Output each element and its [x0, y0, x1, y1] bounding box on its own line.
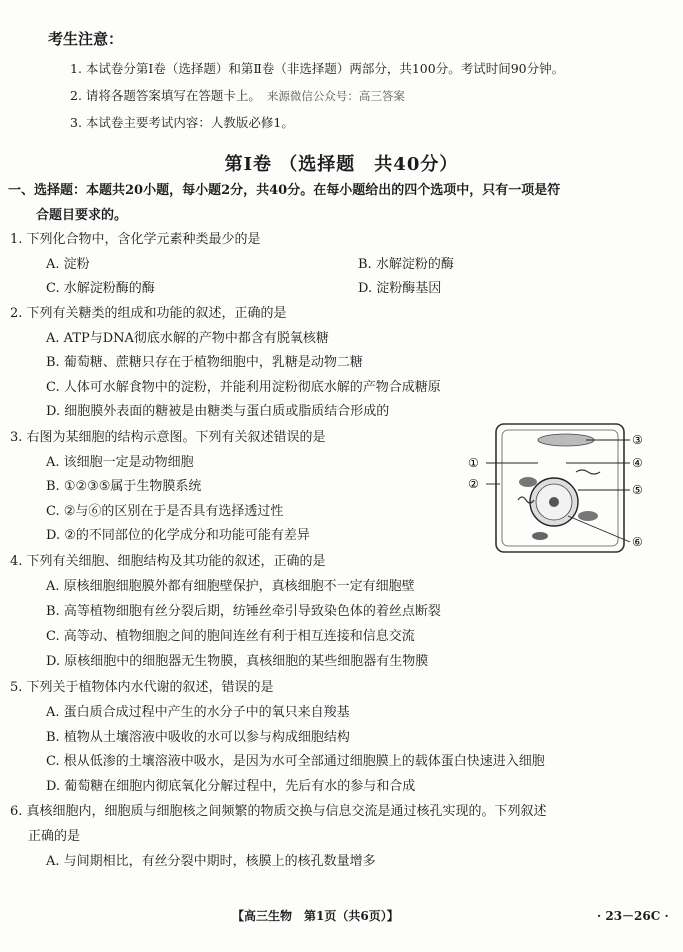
question-1-option-d: D. 淀粉酶基因 [358, 281, 442, 296]
question-1-option-c: C. 水解淀粉酶的酶 [46, 281, 155, 296]
diagram-label-2: ② [468, 477, 479, 491]
leader-line-6 [568, 516, 630, 542]
diagram-label-4: ④ [632, 456, 643, 470]
question-3-option-b: B. ①②③⑤属于生物膜系统 [46, 479, 202, 494]
notice-line-3: 3. 本试卷主要考试内容：人教版必修1。 [70, 115, 294, 130]
cell-diagram-svg [466, 420, 682, 560]
organelle-top [538, 434, 594, 446]
instructions-line-1: 一、选择题：本题共20小题，每小题2分，共40分。在每小题给出的四个选项中，只有一项是符 [8, 183, 561, 198]
footer-page-info: 【高三生物 第1页（共6页）】 [232, 909, 399, 923]
question-5-option-a: A. 蛋白质合成过程中产生的水分子中的氧只来自羧基 [46, 705, 350, 720]
golgi-fragment [576, 470, 600, 474]
question-2-option-a: A. ATP与DNA彻底水解的产物中都含有脱氧核糖 [46, 331, 329, 346]
question-3-option-c: C. ②与⑥的区别在于是否具有选择透过性 [46, 504, 284, 519]
diagram-label-5: ⑤ [632, 483, 643, 497]
question-4-stem: 4. 下列有关细胞、细胞结构及其功能的叙述，正确的是 [10, 554, 326, 569]
cell-structure-diagram [466, 420, 682, 560]
question-3-option-a: A. 该细胞一定是动物细胞 [46, 455, 194, 470]
instructions-line-2: 合题目要求的。 [36, 208, 128, 223]
question-4-option-d: D. 原核细胞中的细胞器无生物膜，真核细胞的某些细胞器有生物膜 [46, 654, 429, 669]
mitochondrion-1 [519, 477, 537, 487]
section-instructions [8, 178, 668, 228]
question-1-stem: 1. 下列化合物中，含化学元素种类最少的是 [10, 232, 261, 247]
question-1-option-b: B. 水解淀粉的酶 [358, 257, 454, 272]
question-4-option-a: A. 原核细胞细胞膜外都有细胞壁保护，真核细胞不一定有细胞壁 [46, 579, 415, 594]
notice-line-1: 1. 本试卷分第Ⅰ卷（选择题）和第Ⅱ卷（非选择题）两部分，共100分。考试时间90分钟。 [70, 61, 565, 76]
question-5-option-c: C. 根从低渗的土壤溶液中吸水，是因为水可全部通过细胞膜上的载体蛋白快速进入细胞 [46, 754, 545, 769]
diagram-label-1: ① [468, 456, 479, 470]
question-4-option-c: C. 高等动、植物细胞之间的胞间连丝有利于相互连接和信息交流 [46, 629, 415, 644]
question-2-option-b: B. 葡萄糖、蔗糖只存在于植物细胞中，乳糖是动物二糖 [46, 355, 363, 370]
diagram-label-3: ③ [632, 433, 643, 447]
question-2-option-d: D. 细胞膜外表面的糖被是由糖类与蛋白质或脂质结合形成的 [46, 404, 390, 419]
watermark-text: 来源微信公众号：高三答案 [266, 89, 405, 103]
section-title: 第Ⅰ卷 （选择题 共40分） [224, 154, 459, 175]
question-1-option-a: A. 淀粉 [46, 257, 90, 272]
question-2-option-c: C. 人体可水解食物中的淀粉，并能利用淀粉彻底水解的产物合成糖原 [46, 380, 441, 395]
question-3-option-d: D. ②的不同部位的化学成分和功能可能有差异 [46, 528, 310, 543]
question-6-option-a: A. 与间期相比，有丝分裂中期时，核膜上的核孔数量增多 [46, 854, 376, 869]
nucleolus [549, 497, 559, 507]
footer-exam-code: · 23－26C · [597, 909, 669, 923]
question-5-option-d: D. 葡萄糖在细胞内彻底氧化分解过程中，先后有水的参与和合成 [46, 779, 416, 794]
question-6-stem: 6. 真核细胞内，细胞质与细胞核之间频繁的物质交换与信息交流是通过核孔实现的。下列叙述 [10, 804, 547, 819]
question-5-option-b: B. 植物从土壤溶液中吸收的水可以参与构成细胞结构 [46, 730, 350, 745]
mitochondrion-3 [532, 532, 548, 540]
mitochondrion-2 [578, 511, 598, 521]
question-2-stem: 2. 下列有关糖类的组成和功能的叙述，正确的是 [10, 306, 287, 321]
question-4-option-b: B. 高等植物细胞有丝分裂后期，纺锤丝牵引导致染色体的着丝点断裂 [46, 604, 441, 619]
exam-notice [30, 28, 670, 140]
notice-line-2-text: 2. 请将各题答案填写在答题卡上。 [70, 88, 261, 103]
question-3-stem: 3. 右图为某细胞的结构示意图。下列有关叙述错误的是 [10, 430, 326, 445]
notice-line-2 [70, 86, 670, 104]
question-5-stem: 5. 下列关于植物体内水代谢的叙述，错误的是 [10, 680, 274, 695]
diagram-label-6: ⑥ [632, 535, 643, 549]
notice-title: 考生注意： [48, 30, 124, 48]
question-6-stem-cont: 正确的是 [28, 829, 81, 844]
